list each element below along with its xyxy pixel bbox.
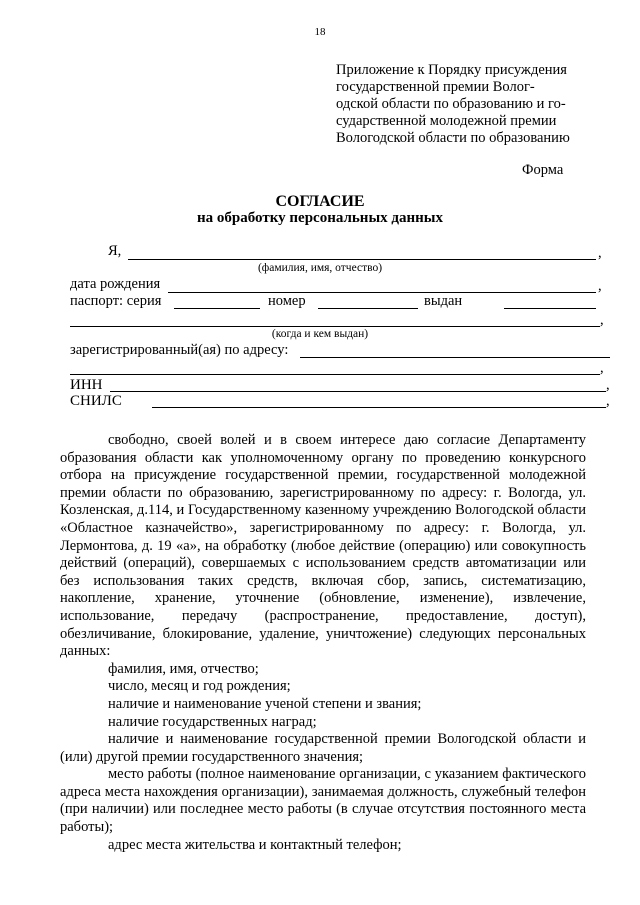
address-field-2[interactable]	[70, 374, 600, 375]
comma: ,	[598, 245, 602, 261]
appendix-line: Приложение к Порядку присуждения	[336, 62, 567, 78]
list-item: наличие и наименование ученой степени и звания;	[108, 695, 422, 712]
list-item: фамилия, имя, отчество;	[108, 660, 259, 677]
inn-label: ИНН	[70, 377, 103, 393]
list-item: наличие и наименование государственной премии Вологодской области и (или) другой премии государственного значения;	[60, 731, 586, 765]
appendix-note	[336, 62, 570, 147]
list-item: адрес места жительства и контактный телефон;	[108, 836, 402, 853]
appendix-line: одской области по образованию и го-	[336, 96, 566, 112]
form-label: Форма	[522, 162, 564, 178]
document-subtitle: на обработку персональных данных	[197, 210, 443, 226]
inn-field[interactable]	[110, 391, 606, 392]
passport-number-label: номер	[268, 293, 306, 309]
issued-caption: (когда и кем выдан)	[271, 328, 369, 340]
page-number: 18	[314, 26, 326, 38]
comma: ,	[606, 393, 610, 409]
appendix-line: Вологодской области по образованию	[336, 130, 570, 146]
comma: ,	[600, 312, 604, 328]
list-item: место работы (полное наименование организации, с указанием фактического адреса места нахождения организации), занимаемая должность, служебный телефон (при наличии) или последнее место работы (в случае отсутствия постоянного места работы);	[60, 766, 586, 836]
ya-label: Я,	[108, 243, 122, 259]
issued-by-field[interactable]	[70, 326, 600, 327]
birth-date-label: дата рождения	[70, 276, 161, 292]
consent-body	[60, 432, 586, 854]
passport-series-field[interactable]	[174, 308, 260, 309]
birth-date-field[interactable]	[168, 292, 596, 293]
consent-text: свободно, своей волей и в своем интересе даю согласие Департаменту образования области как уполномоченному органу по проведению конкурсного отбора на присуждение государственной премии, государственной молодежной премии области по образованию, зарегистрированному по адресу: г. Вологда, ул. Козленская, д.114, и Государственному казенному учреждению Вологодской области «Областное казначейство», зарегистрированному по адресу: г. Вологда, ул. Лермонтова, д. 19 «а», на обработку (любое действие (операцию) или совокупность действий (операций), совершаемых с использованием средств автоматизации или без использования таких средств, включая сбор, запись, систематизацию, накопление, хранение, уточнение (обновление, изменение), извлечение, использование, передачу (распространение, предоставление, доступ), обезличивание, блокирование, удаление, уничтожение) следующих персональных данных:	[60, 432, 586, 660]
comma: ,	[600, 360, 604, 376]
address-field[interactable]	[300, 357, 610, 358]
address-label: зарегистрированный(ая) по адресу:	[70, 342, 289, 358]
passport-number-field[interactable]	[318, 308, 418, 309]
snils-field[interactable]	[152, 407, 606, 408]
appendix-line: государственной премии Волог-	[336, 79, 535, 95]
issued-label: выдан	[424, 293, 463, 309]
appendix-line: сударственной молодежной премии	[336, 113, 557, 129]
comma: ,	[606, 377, 610, 393]
list-item: число, месяц и год рождения;	[108, 678, 291, 695]
document-title: СОГЛАСИЕ	[275, 193, 365, 210]
passport-series-label: паспорт: серия	[70, 293, 162, 309]
issued-field[interactable]	[504, 308, 596, 309]
fio-caption: (фамилия, имя, отчество)	[257, 262, 383, 274]
comma: ,	[598, 278, 602, 294]
list-item: наличие государственных наград;	[108, 713, 317, 730]
fio-field[interactable]	[128, 259, 596, 260]
snils-label: СНИЛС	[70, 393, 122, 409]
